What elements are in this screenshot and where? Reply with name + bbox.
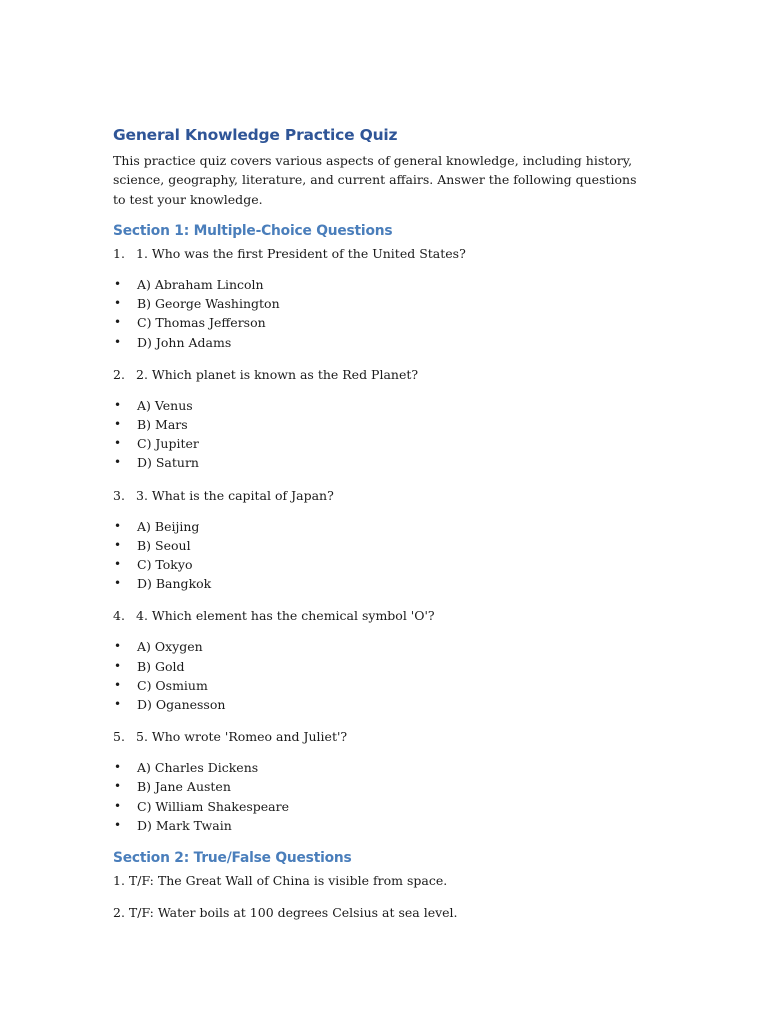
answer-option-text: A) Oxygen <box>137 639 203 655</box>
answer-option-text: D) Mark Twain <box>137 817 232 833</box>
answer-option <box>113 453 653 472</box>
true-false-question: 1. T/F: The Great Wall of China is visible from space. <box>113 872 448 888</box>
answer-options <box>113 758 653 835</box>
answer-option-text: D) Saturn <box>137 455 199 471</box>
intro-paragraph: This practice quiz covers various aspects of general knowledge, including history, science, geography, literature, and current affairs. Answer the following questions to test your knowledge. <box>113 153 637 207</box>
answer-option <box>113 275 653 294</box>
bullet-icon: • <box>114 576 122 591</box>
document-page <box>113 124 653 935</box>
answer-option-text: C) Tokyo <box>137 556 193 572</box>
question-item <box>113 727 653 746</box>
true-false-question: 2. T/F: Water boils at 100 degrees Celsius at sea level. <box>113 904 458 920</box>
question-text: 3. What is the capital of Japan? <box>136 487 334 503</box>
bullet-icon: • <box>114 455 122 470</box>
question-text: 5. Who wrote 'Romeo and Juliet'? <box>136 729 348 745</box>
answer-option <box>113 758 653 777</box>
answer-option-text: B) Jane Austen <box>137 779 231 795</box>
answer-option-text: B) George Washington <box>137 296 280 312</box>
answer-option-text: D) Oganesson <box>137 696 226 712</box>
answer-option-text: A) Beijing <box>137 518 200 534</box>
answer-option-text: C) Jupiter <box>137 436 199 452</box>
bullet-icon: • <box>114 639 122 654</box>
section-1-heading: Section 1: Multiple-Choice Questions <box>113 222 393 239</box>
multiple-choice-questions <box>113 244 653 835</box>
answer-option <box>113 695 653 714</box>
answer-option-text: C) William Shakespeare <box>137 798 289 814</box>
true-false-questions <box>113 871 653 922</box>
answer-options <box>113 637 653 714</box>
question-number: 3. <box>113 487 125 503</box>
question-item <box>113 606 653 625</box>
bullet-icon: • <box>114 817 122 832</box>
bullet-icon: • <box>114 658 122 673</box>
question-item <box>113 365 653 384</box>
bullet-icon: • <box>114 276 122 291</box>
answer-option-text: D) Bangkok <box>137 576 212 592</box>
answer-option <box>113 294 653 313</box>
answer-option <box>113 313 653 332</box>
section-2-heading: Section 2: True/False Questions <box>113 849 352 866</box>
question-text: 2. Which planet is known as the Red Planet? <box>136 366 419 382</box>
bullet-icon: • <box>114 696 122 711</box>
answer-option-text: A) Venus <box>137 397 193 413</box>
question-number: 5. <box>113 729 125 745</box>
bullet-icon: • <box>114 436 122 451</box>
answer-option <box>113 816 653 835</box>
question-text: 1. Who was the first President of the United States? <box>136 245 466 261</box>
question-number: 2. <box>113 366 125 382</box>
answer-option-text: C) Thomas Jefferson <box>137 315 266 331</box>
bullet-icon: • <box>114 518 122 533</box>
bullet-icon: • <box>114 798 122 813</box>
answer-option <box>113 676 653 695</box>
answer-options <box>113 517 653 594</box>
answer-option <box>113 797 653 816</box>
bullet-icon: • <box>114 296 122 311</box>
answer-option <box>113 574 653 593</box>
page-title: General Knowledge Practice Quiz <box>113 126 398 144</box>
answer-option-text: B) Mars <box>137 416 188 432</box>
bullet-icon: • <box>114 397 122 412</box>
answer-option <box>113 396 653 415</box>
answer-option <box>113 637 653 656</box>
bullet-icon: • <box>114 315 122 330</box>
answer-option <box>113 657 653 676</box>
answer-option <box>113 777 653 796</box>
answer-option-text: D) John Adams <box>137 334 232 350</box>
answer-option-text: B) Seoul <box>137 537 191 553</box>
question-text: 4. Which element has the chemical symbol 'O'? <box>136 608 435 624</box>
answer-option <box>113 415 653 434</box>
bullet-icon: • <box>114 677 122 692</box>
answer-options <box>113 396 653 473</box>
answer-option <box>113 555 653 574</box>
bullet-icon: • <box>114 334 122 349</box>
answer-option <box>113 333 653 352</box>
answer-option <box>113 536 653 555</box>
question-number: 1. <box>113 245 125 261</box>
answer-options <box>113 275 653 352</box>
question-item <box>113 486 653 505</box>
answer-option-text: C) Osmium <box>137 677 208 693</box>
answer-option-text: B) Gold <box>137 658 185 674</box>
answer-option <box>113 517 653 536</box>
bullet-icon: • <box>114 537 122 552</box>
bullet-icon: • <box>114 416 122 431</box>
bullet-icon: • <box>114 760 122 775</box>
answer-option-text: A) Abraham Lincoln <box>137 276 264 292</box>
bullet-icon: • <box>114 556 122 571</box>
bullet-icon: • <box>114 779 122 794</box>
question-item <box>113 244 653 263</box>
answer-option <box>113 434 653 453</box>
question-number: 4. <box>113 608 125 624</box>
answer-option-text: A) Charles Dickens <box>137 760 259 776</box>
